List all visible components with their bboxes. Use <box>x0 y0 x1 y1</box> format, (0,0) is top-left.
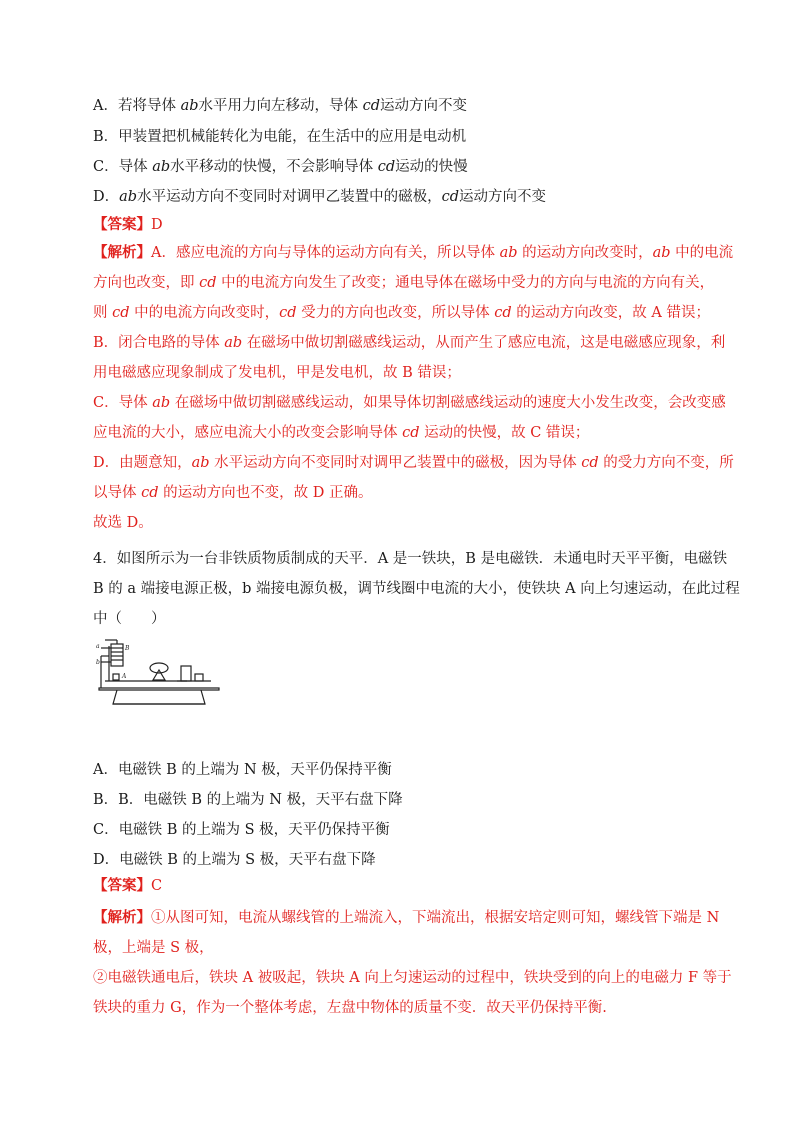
q3-analysis-line-4: B．闭合电路的导体 ab 在磁场中做切割磁感线运动，从而产生了感应电流，这是电磁感应现象，利 <box>93 335 726 351</box>
q4-analysis-line-2: 极，上端是 S 极， <box>93 940 214 956</box>
figure-label-a: a <box>96 643 100 650</box>
q3-conclusion: 故选 D。 <box>93 515 153 531</box>
q3-analysis-line-7: 应电流的大小，感应电流大小的改变会影响导体 cd 运动的快慢，故 C 错误； <box>93 425 590 441</box>
q4-option-b: B．B．电磁铁 B 的上端为 N 极，天平右盘下降 <box>93 792 403 808</box>
q4-analysis-line-3: ②电磁铁通电后，铁块 A 被吸起，铁块 A 向上匀速运动的过程中，铁块受到的向上的电磁力 F 等于 <box>93 970 732 986</box>
q3-analysis-line-1: 【解析】A．感应电流的方向与导体的运动方向有关，所以导体 ab 的运动方向改变时，ab 中的电流 <box>93 244 734 261</box>
q3-analysis-line-8: D．由题意知，ab 水平运动方向不变同时对调甲乙装置中的磁极，因为导体 cd 的受力方向不变，所 <box>93 455 734 471</box>
q3-analysis-line-6: C．导体 ab 在磁场中做切割磁感线运动，如果导体切割磁感线运动的速度大小发生改变，会改变感 <box>93 395 726 411</box>
figure-label-A: A <box>122 673 127 680</box>
q4-option-c: C．电磁铁 B 的上端为 S 极，天平仍保持平衡 <box>93 822 390 838</box>
q4-analysis-line-1: 【解析】①从图可知，电流从螺线管的上端流入，下端流出，根据安培定则可知，螺线管下端是 N <box>93 909 720 926</box>
q4-option-d: D．电磁铁 B 的上端为 S 极，天平右盘下降 <box>93 852 376 868</box>
q3-analysis-line-5: 用电磁感应现象制成了发电机，甲是发电机，故 B 错误； <box>93 365 461 381</box>
q4-stem-line-2: B 的 a 端接电源正极，b 端接电源负极，调节线圈中电流的大小，使铁块 A 向上匀速运动，在此过程 <box>93 581 740 597</box>
q3-analysis-line-3: 则 cd 中的电流方向改变时，cd 受力的方向也改变，所以导体 cd 的运动方向改变，故 A 错误； <box>93 305 710 321</box>
figure-label-B: B <box>125 645 130 652</box>
q3-option-c: C．导体 ab水平移动的快慢，不会影响导体 cd运动的快慢 <box>93 159 468 175</box>
q3-analysis-line-2: 方向也改变，即 cd 中的电流方向发生了改变；通电导体在磁场中受力的方向与电流的方向有关， <box>93 275 715 291</box>
balance-electromagnet-figure <box>95 636 223 708</box>
q4-analysis-line-4: 铁块的重力 G，作为一个整体考虑，左盘中物体的质量不变．故天平仍保持平衡. <box>93 1000 607 1016</box>
q3-option-b: B．甲装置把机械能转化为电能，在生活中的应用是电动机 <box>93 129 467 145</box>
q4-stem-line-3: 中（ ） <box>93 611 166 627</box>
q3-option-a: A．若将导体 ab水平用力向左移动，导体 cd运动方向不变 <box>93 98 468 114</box>
q3-option-d: D．ab水平运动方向不变同时对调甲乙装置中的磁极，cd运动方向不变 <box>93 189 546 205</box>
q4-answer: 【答案】C <box>93 877 163 894</box>
q3-answer: 【答案】D <box>93 216 163 233</box>
q4-stem-line-1: 4．如图所示为一台非铁质物质制成的天平．A 是一铁块，B 是电磁铁．未通电时天平平衡，电磁铁 <box>93 551 728 567</box>
q3-analysis-line-9: 以导体 cd 的运动方向也不变，故 D 正确。 <box>93 485 373 501</box>
figure-label-b: b <box>96 659 100 666</box>
q4-option-a: A．电磁铁 B 的上端为 N 极，天平仍保持平衡 <box>93 762 392 778</box>
